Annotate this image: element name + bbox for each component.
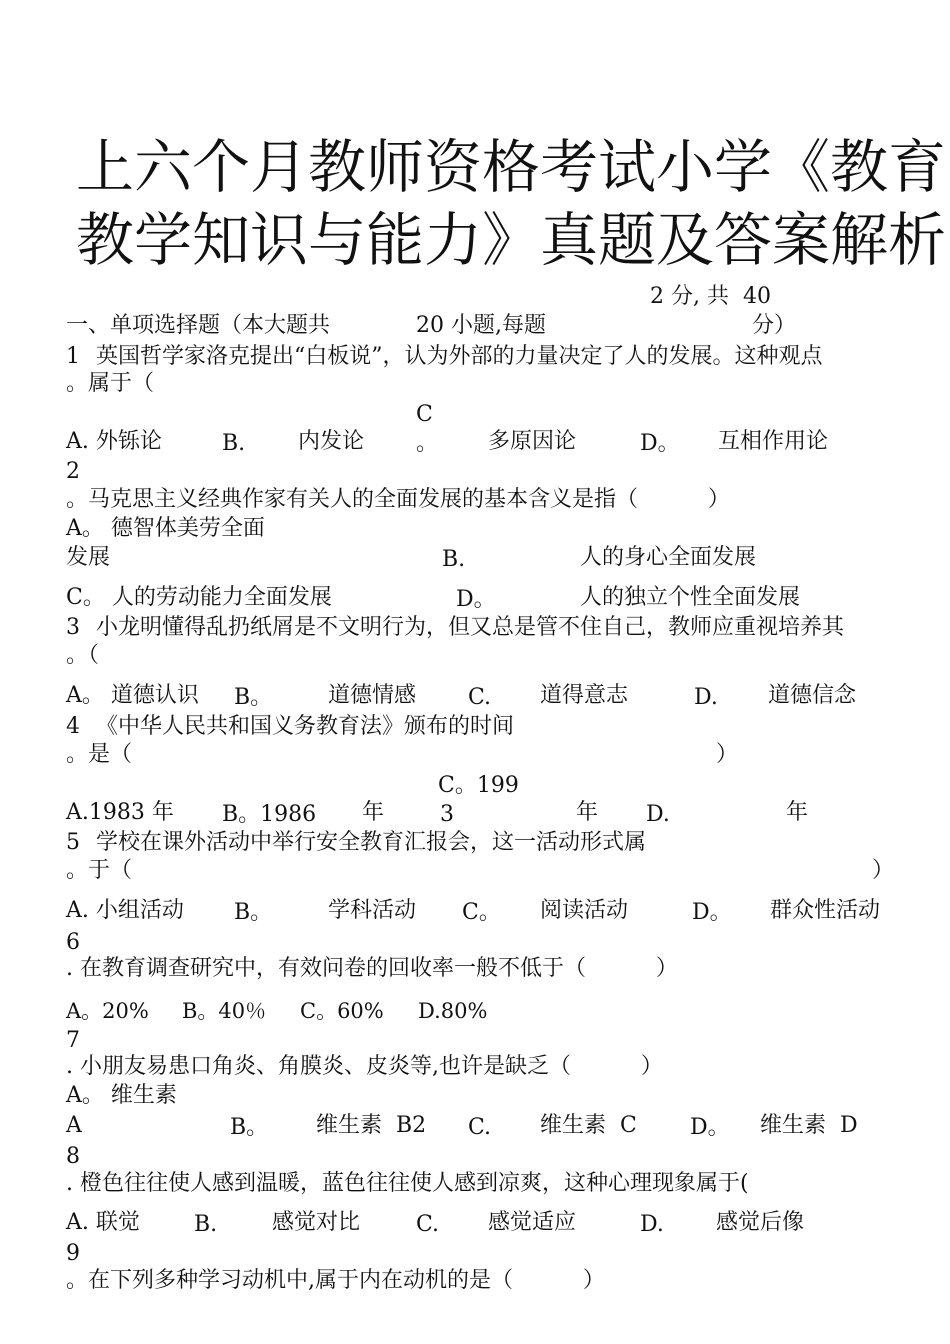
q2-option-b: 人的身心全面发展 — [580, 545, 757, 570]
q7-number: 7 — [66, 1028, 80, 1053]
q8-option-c-label: C. — [416, 1212, 440, 1237]
q5-option-b-label: B。 — [234, 900, 273, 925]
q8-option-d-label: D. — [640, 1212, 664, 1237]
q5-option-a: A. 小组活动 — [66, 898, 184, 923]
q5-stem-close: ） — [872, 858, 895, 883]
q3-number: 3 — [66, 615, 80, 640]
q4-option-c-year: 年 — [576, 800, 599, 825]
q6-option-b: B。40％ — [182, 999, 267, 1023]
q8-option-d: 感觉后像 — [716, 1210, 805, 1235]
q1-option-d: 互相作用论 — [718, 429, 829, 454]
q5-option-c: 阅读活动 — [540, 898, 629, 923]
q5-stem-cont: 。于（ — [66, 858, 133, 883]
q2-option-a-cont: 发展 — [66, 545, 111, 570]
q6-option-a: A。20% — [66, 999, 149, 1023]
q2-option-d-label: D。 — [456, 587, 496, 612]
q9-number: 9 — [66, 1241, 80, 1266]
q2-option-c: C。 人的劳动能力全面发展 — [66, 585, 332, 610]
q3-option-b: 道德情感 — [328, 683, 417, 708]
q8-option-b: 感觉对比 — [272, 1210, 361, 1235]
q1-option-c-letter: C — [416, 402, 433, 427]
q5-option-d-label: D。 — [692, 900, 732, 925]
q6-stem: . 在教育调查研究中，有效问卷的回收率一般不低于（ ） — [66, 956, 678, 981]
q4-stem: 《中华人民共和国义务教育法》颁布的时间 — [96, 714, 515, 739]
q8-option-b-label: B. — [194, 1212, 218, 1237]
q4-option-b-year: 年 — [362, 800, 385, 825]
q6-option-d: D.80% — [418, 999, 488, 1023]
q1-stem: 英国哲学家洛克提出“白板说”，认为外部的力量决定了人的发展。这种观点 — [96, 344, 823, 369]
q1-option-c: 多原因论 — [488, 429, 577, 454]
q4-stem-close: ） — [716, 742, 739, 767]
q1-option-c-label: 。 — [416, 431, 439, 456]
q4-option-b: B。1986 — [222, 802, 317, 827]
q5-option-d: 群众性活动 — [770, 898, 881, 923]
q8-option-c: 感觉适应 — [488, 1210, 577, 1235]
q1-option-d-label: D。 — [640, 431, 680, 456]
q6-option-c: C。60% — [300, 999, 384, 1023]
q3-stem: 小龙明懂得乱扔纸屑是不文明行为，但又总是管不住自己，教师应重视培养其 — [96, 615, 845, 640]
q3-option-d-label: D. — [694, 685, 718, 710]
q3-option-c-label: C. — [468, 685, 492, 710]
q1-stem-cont: 。属于（ — [66, 371, 155, 396]
q7-option-d: 维生素 D — [760, 1113, 858, 1138]
q3-option-b-label: B。 — [234, 685, 273, 710]
section-score-top: 2 分, 共 40 — [650, 284, 771, 309]
q3-option-d: 道德信念 — [768, 683, 857, 708]
q7-option-a-cont: A — [66, 1113, 82, 1138]
q1-option-b-label: B. — [222, 431, 246, 456]
q5-option-b: 学科活动 — [328, 898, 417, 923]
q2-option-d: 人的独立个性全面发展 — [580, 585, 801, 610]
q4-stem-cont: 。是（ — [66, 742, 133, 767]
q7-option-c-label: C. — [468, 1115, 492, 1140]
section-count: 20 小题,每题 — [416, 313, 546, 338]
page-title-line-1: 上六个月教师资格考试小学《教育 — [76, 133, 947, 201]
q7-option-b: 维生素 B2 — [316, 1113, 427, 1138]
q1-number: 1 — [66, 344, 80, 369]
q2-option-a: A。 德智体美劳全面 — [66, 516, 265, 541]
q5-stem: 学校在课外活动中举行安全教育汇报会，这一活动形式属 — [96, 830, 647, 855]
q4-option-d-year: 年 — [786, 800, 809, 825]
q8-stem: . 橙色往往使人感到温暖，蓝色往往使人感到凉爽，这种心理现象属于( — [66, 1171, 749, 1196]
q2-stem: 。马克思主义经典作家有关人的全面发展的基本含义是指（ ） — [66, 487, 730, 512]
q7-option-a: A。 维生素 — [66, 1083, 177, 1108]
q2-number: 2 — [66, 459, 80, 484]
q3-stem-cont: 。（ — [66, 643, 100, 668]
q5-number: 5 — [66, 830, 80, 855]
q7-option-d-label: D。 — [690, 1115, 730, 1140]
page-title-line-2: 教学知识与能力》真题及答案解析 — [76, 206, 947, 274]
section-score-end: 分） — [752, 313, 797, 338]
q9-stem: 。在下列多种学习动机中,属于内在动机的是（ ） — [66, 1268, 605, 1293]
q4-option-d-label: D. — [646, 802, 670, 827]
q7-stem: . 小朋友易患口角炎、角膜炎、皮炎等,也许是缺乏（ ） — [66, 1054, 663, 1079]
q6-number: 6 — [66, 930, 80, 955]
q8-number: 8 — [66, 1144, 80, 1169]
q3-option-c: 道得意志 — [540, 683, 629, 708]
q7-option-c: 维生素 C — [540, 1113, 637, 1138]
q4-option-c-top: C。199 — [438, 773, 519, 798]
q1-option-a: A. 外铄论 — [66, 429, 162, 454]
q1-option-b: 内发论 — [298, 429, 365, 454]
q5-option-c-label: C。 — [462, 900, 501, 925]
q4-option-c: 3 — [440, 802, 454, 827]
q3-option-a: A。 道德认识 — [66, 683, 199, 708]
q4-number: 4 — [66, 714, 80, 739]
section-heading: 一、单项选择题（本大题共 — [66, 313, 331, 338]
q8-option-a: A. 联觉 — [66, 1210, 140, 1235]
q7-option-b-label: B。 — [230, 1115, 269, 1140]
q4-option-a: A.1983 年 — [66, 800, 174, 825]
q2-option-b-label: B. — [442, 547, 466, 572]
